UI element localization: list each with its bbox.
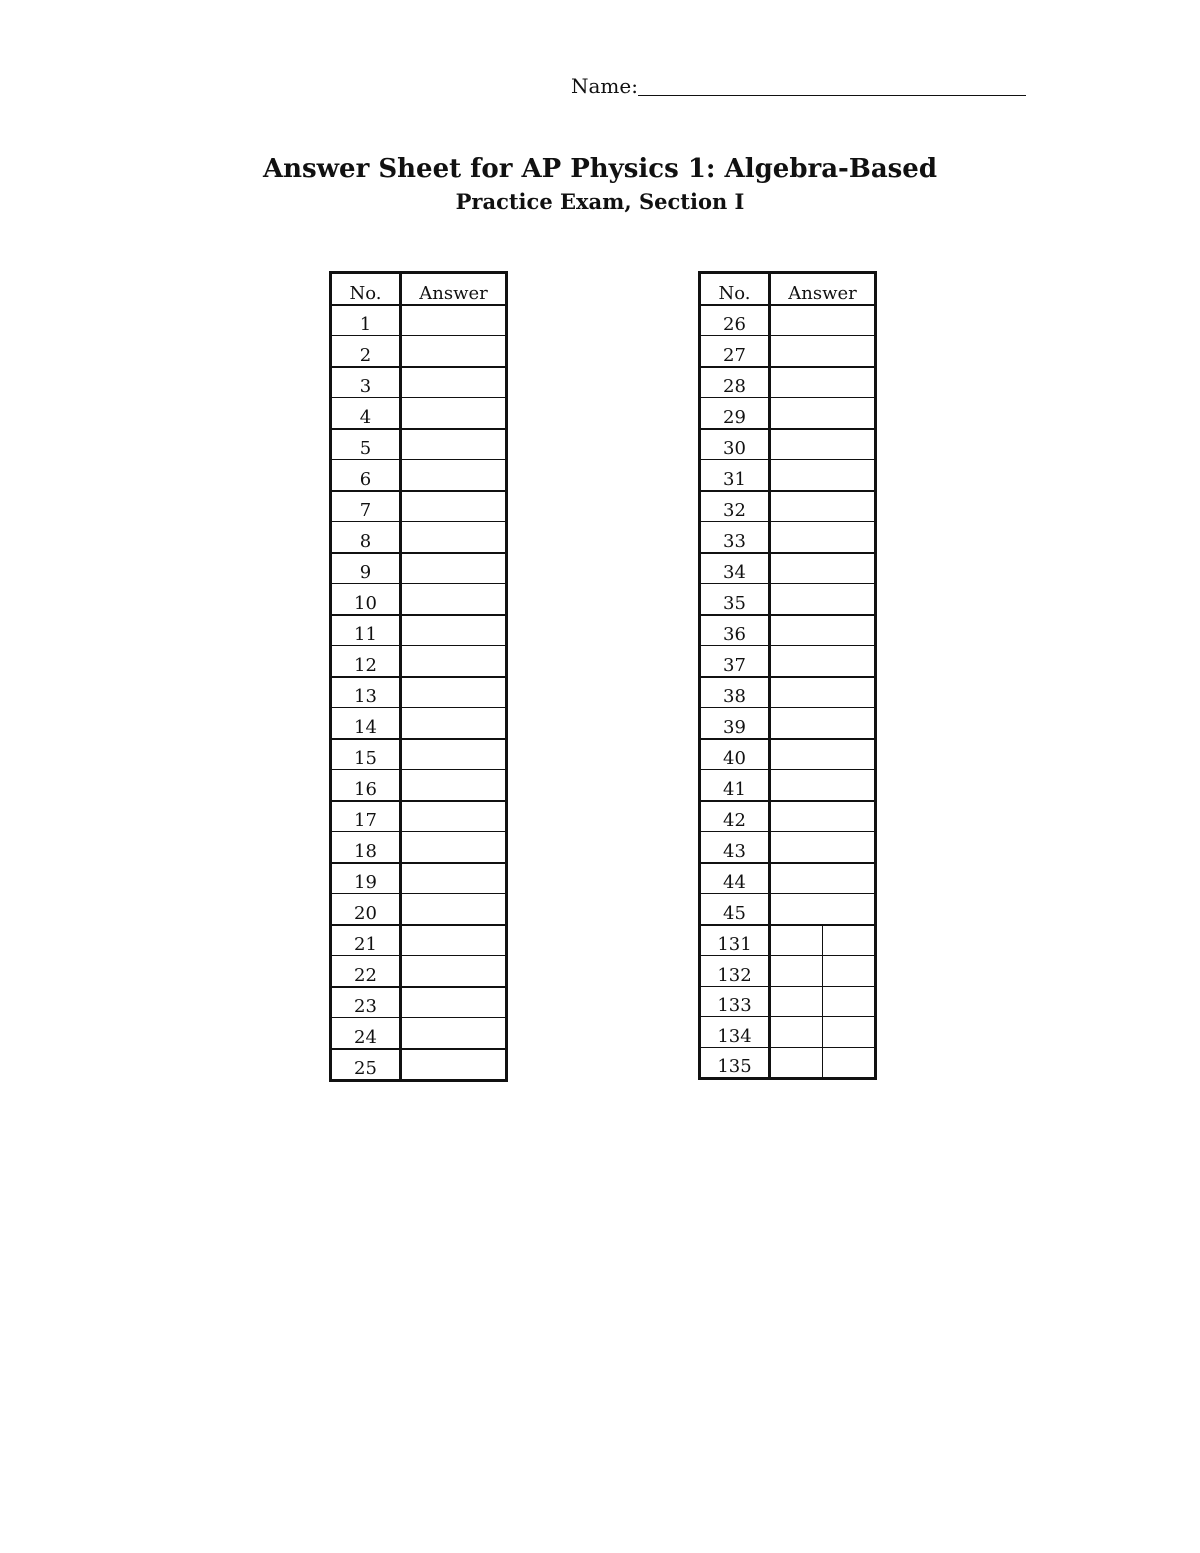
answer-cell[interactable] (770, 305, 876, 336)
answer-cell-split (770, 986, 876, 1017)
question-number: 25 (331, 1049, 401, 1081)
table-row (331, 863, 507, 894)
question-number: 35 (700, 584, 770, 615)
table-row (700, 1017, 876, 1048)
question-number: 21 (331, 925, 401, 956)
question-number: 6 (331, 460, 401, 491)
table-row (700, 367, 876, 398)
question-number: 41 (700, 770, 770, 801)
answer-cell[interactable] (401, 1049, 507, 1081)
table-row (331, 615, 507, 646)
answer-cell-b[interactable] (823, 926, 874, 956)
table-row (700, 646, 876, 677)
question-number: 18 (331, 832, 401, 863)
question-number: 135 (700, 1047, 770, 1079)
table-row (331, 925, 507, 956)
question-number: 22 (331, 956, 401, 987)
column-header-no: No. (700, 273, 770, 305)
answer-cell-b[interactable] (823, 1017, 874, 1047)
answer-cell-split (770, 925, 876, 956)
answer-cell-a[interactable] (771, 956, 823, 986)
question-number: 9 (331, 553, 401, 584)
table-row (700, 336, 876, 367)
question-number: 10 (331, 584, 401, 615)
table-row (331, 956, 507, 987)
answer-cell[interactable] (770, 770, 876, 801)
table-row (331, 398, 507, 429)
answer-cell[interactable] (401, 305, 507, 336)
question-number: 19 (331, 863, 401, 894)
table-row (700, 615, 876, 646)
table-row (700, 801, 876, 832)
question-number: 38 (700, 677, 770, 708)
table-row (700, 460, 876, 491)
table-row (700, 429, 876, 460)
question-number: 2 (331, 336, 401, 367)
answer-cell[interactable] (770, 615, 876, 646)
table-row (700, 491, 876, 522)
table-row (700, 584, 876, 615)
answer-cell[interactable] (770, 894, 876, 925)
answer-cell[interactable] (401, 429, 507, 460)
table-row (700, 522, 876, 553)
name-field-row (571, 74, 1026, 98)
answer-cell[interactable] (401, 987, 507, 1018)
answer-cell[interactable] (770, 522, 876, 553)
table-row (331, 522, 507, 553)
answer-cell[interactable] (401, 367, 507, 398)
question-number: 131 (700, 925, 770, 956)
table-row (700, 677, 876, 708)
question-number: 29 (700, 398, 770, 429)
name-blank-line[interactable] (638, 75, 1026, 96)
table-row (700, 305, 876, 336)
question-number: 1 (331, 305, 401, 336)
question-number: 13 (331, 677, 401, 708)
question-number: 34 (700, 553, 770, 584)
answer-cell[interactable] (401, 491, 507, 522)
answer-cell[interactable] (401, 956, 507, 987)
answer-table-left (329, 271, 508, 1082)
answer-cell-a[interactable] (771, 1017, 823, 1047)
table-row (331, 801, 507, 832)
question-number: 133 (700, 986, 770, 1017)
answer-cell[interactable] (401, 863, 507, 894)
question-number: 26 (700, 305, 770, 336)
answer-cell[interactable] (770, 336, 876, 367)
answer-cell[interactable] (770, 863, 876, 894)
answer-cell[interactable] (770, 367, 876, 398)
question-number: 12 (331, 646, 401, 677)
table-row (331, 553, 507, 584)
table-row (700, 986, 876, 1017)
table-row (331, 770, 507, 801)
question-number: 4 (331, 398, 401, 429)
question-number: 24 (331, 1018, 401, 1049)
answer-cell[interactable] (770, 460, 876, 491)
question-number: 36 (700, 615, 770, 646)
table-row (700, 770, 876, 801)
question-number: 45 (700, 894, 770, 925)
column-header-answer: Answer (401, 273, 507, 305)
answer-cell[interactable] (770, 491, 876, 522)
page-subtitle: Practice Exam, Section I (455, 189, 745, 214)
table-row (331, 987, 507, 1018)
question-number: 44 (700, 863, 770, 894)
table-row (700, 708, 876, 739)
table-row (700, 553, 876, 584)
table-row (331, 336, 507, 367)
answer-cell[interactable] (401, 894, 507, 925)
page-title: Answer Sheet for AP Physics 1: Algebra-Based (262, 154, 938, 184)
question-number: 17 (331, 801, 401, 832)
answer-cell[interactable] (401, 677, 507, 708)
table-row (700, 398, 876, 429)
table-row (331, 677, 507, 708)
answer-cell[interactable] (401, 801, 507, 832)
table-row (331, 584, 507, 615)
answer-cell[interactable] (770, 801, 876, 832)
question-number: 20 (331, 894, 401, 925)
answer-cell-b[interactable] (823, 987, 874, 1017)
column-header-answer: Answer (770, 273, 876, 305)
answer-cell[interactable] (401, 553, 507, 584)
answer-cell[interactable] (401, 522, 507, 553)
question-number: 30 (700, 429, 770, 460)
table-row (331, 832, 507, 863)
table-row (331, 739, 507, 770)
question-number: 37 (700, 646, 770, 677)
question-number: 5 (331, 429, 401, 460)
question-number: 40 (700, 739, 770, 770)
question-number: 32 (700, 491, 770, 522)
answer-cell[interactable] (770, 584, 876, 615)
question-number: 15 (331, 739, 401, 770)
answer-cell[interactable] (770, 739, 876, 770)
question-number: 14 (331, 708, 401, 739)
answer-table-right (698, 271, 877, 1080)
answer-cell[interactable] (401, 708, 507, 739)
column-header-no: No. (331, 273, 401, 305)
question-number: 27 (700, 336, 770, 367)
question-number: 3 (331, 367, 401, 398)
answer-cell[interactable] (401, 336, 507, 367)
answer-cell[interactable] (401, 615, 507, 646)
name-label: Name: (571, 74, 638, 98)
table-header-row (331, 273, 507, 305)
answer-cell[interactable] (770, 708, 876, 739)
question-number: 33 (700, 522, 770, 553)
table-row (331, 1018, 507, 1049)
answer-cell[interactable] (401, 398, 507, 429)
answer-cell[interactable] (770, 832, 876, 863)
answer-cell[interactable] (401, 770, 507, 801)
answer-cell[interactable] (401, 832, 507, 863)
answer-cell-a[interactable] (771, 1048, 823, 1078)
question-number: 31 (700, 460, 770, 491)
answer-cell[interactable] (401, 925, 507, 956)
table-row (700, 1047, 876, 1079)
table-header-row (700, 273, 876, 305)
answer-cell[interactable] (770, 429, 876, 460)
table-row (700, 956, 876, 987)
table-row (331, 894, 507, 925)
question-number: 134 (700, 1017, 770, 1048)
answer-cell-split (770, 1047, 876, 1079)
table-row (700, 894, 876, 925)
question-number: 42 (700, 801, 770, 832)
question-number: 132 (700, 956, 770, 987)
table-row (331, 429, 507, 460)
answer-cell[interactable] (401, 739, 507, 770)
table-row (331, 305, 507, 336)
table-row (331, 1049, 507, 1081)
answer-cell-split (770, 1017, 876, 1048)
answer-cell[interactable] (401, 646, 507, 677)
table-row (331, 491, 507, 522)
question-number: 16 (331, 770, 401, 801)
question-number: 28 (700, 367, 770, 398)
answer-cell-b[interactable] (823, 1048, 874, 1078)
answer-cell-a[interactable] (771, 987, 823, 1017)
answer-cell-b[interactable] (823, 956, 874, 986)
question-number: 11 (331, 615, 401, 646)
table-row (331, 646, 507, 677)
answer-cell[interactable] (770, 553, 876, 584)
question-number: 8 (331, 522, 401, 553)
question-number: 23 (331, 987, 401, 1018)
question-number: 39 (700, 708, 770, 739)
question-number: 7 (331, 491, 401, 522)
table-row (331, 708, 507, 739)
table-row (331, 367, 507, 398)
answer-cell-split (770, 956, 876, 987)
table-row (700, 832, 876, 863)
answer-cell[interactable] (401, 460, 507, 491)
answer-cell[interactable] (401, 1018, 507, 1049)
answer-cell-a[interactable] (771, 926, 823, 956)
table-row (331, 460, 507, 491)
table-row (700, 925, 876, 956)
table-row (700, 863, 876, 894)
answer-cell[interactable] (401, 584, 507, 615)
answer-cell[interactable] (770, 398, 876, 429)
question-number: 43 (700, 832, 770, 863)
table-row (700, 739, 876, 770)
answer-cell[interactable] (770, 646, 876, 677)
answer-cell[interactable] (770, 677, 876, 708)
